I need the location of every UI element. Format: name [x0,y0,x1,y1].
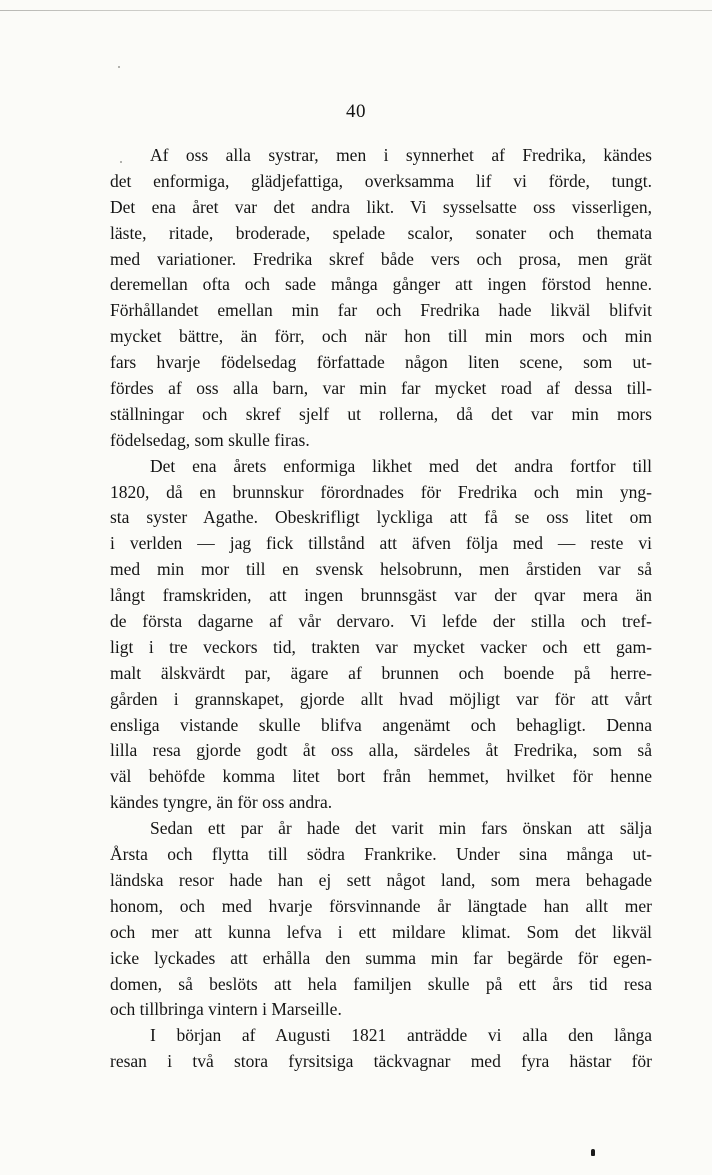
text-line: malt älskvärdt par, ägare af brunnen och boende på herre- [110,662,652,683]
ink-blot [591,1149,595,1156]
text-line: resan i två stora fyrsitsiga täckvagnar med fyra hästar för [110,1051,652,1072]
text-line: domen, så beslöts att hela familjen skulle på ett års tid resa [110,973,652,994]
text-line: mycket bättre, än förr, och när hon till min mors och min [110,326,652,347]
text-line: långt framskriden, att ingen brunnsgäst var der qvar mera än [110,585,652,606]
text-line: kändes tyngre, än för oss andra. [110,792,333,813]
text-line: läste, ritade, broderade, spelade scalor, sonater och themata [110,222,652,243]
text-line: i verlden — jag fick tillstånd att äfven följa med — reste vi [110,533,652,554]
text-line: och tillbringa vintern i Marseille. [110,999,342,1020]
page-number: 40 [346,101,366,122]
scan-edge-rule [0,10,712,11]
text-line: ligt i tre veckors tid, trakten var mycket vacker och ett gam- [110,636,652,657]
text-line: födelsedag, som skulle firas. [110,429,310,450]
text-line: honom, och med hvarje försvinnande år längtade han allt mer [110,895,652,916]
text-line: gården i grannskapet, gjorde allt hvad möjligt var för att vårt [110,688,652,709]
text-line: Årsta och flytta till södra Frankrike. Under sina många ut- [110,844,652,865]
text-line: fars hvarje födelsedag författade någon liten scene, som ut- [110,352,652,373]
scan-speck [118,66,120,68]
text-line: deremellan ofta och sade många gånger att ingen förstod henne. [110,274,652,295]
text-line: ensliga vistande skulle blifva angenämt och behagligt. Denna [110,714,652,735]
text-line: sta syster Agathe. Obeskrifligt lyckliga att få se oss litet om [110,507,652,528]
text-line: och mer att kunna lefva i ett mildare klimat. Som det likväl [110,921,652,942]
text-line: med min mor till en svensk helsobrunn, men årstiden var så [110,559,652,580]
text-line: ställningar och skref sjelf ut rollerna, då det var min mors [110,403,652,424]
text-line: med variationer. Fredrika skref både vers och prosa, men grät [110,248,652,269]
body-text [110,143,652,1075]
text-line: fördes af oss alla barn, var min far mycket road af dessa till- [110,378,652,399]
text-line: ländska resor hade han ej sett något land, som mera behagade [110,869,652,890]
scan-speck [120,161,122,163]
text-line: de första dagarne af vår dervaro. Vi lefde der stilla och tref- [110,611,652,632]
text-line: Det ena året var det andra likt. Vi sysselsatte oss visserligen, [110,196,652,217]
text-line: väl behöfde komma litet bort från hemmet, hvilket för henne [110,766,652,787]
text-line: det enformiga, glädjefattiga, overksamma lif vi förde, tungt. [110,170,652,191]
text-line: Det ena årets enformiga likhet med det andra fortfor till [150,455,652,476]
text-line: lilla resa gjorde godt åt oss alla, särdeles åt Fredrika, som så [110,740,652,761]
text-line: Af oss alla systrar, men i synnerhet af Fredrika, kändes [150,145,652,165]
text-line: icke lyckades att erhålla den summa min far begärde för egen- [110,947,652,968]
text-line: Sedan ett par år hade det varit min fars önskan att sälja [150,818,652,839]
text-line: 1820, då en brunnskur förordnades för Fredrika och min yng- [110,481,652,502]
text-line: Förhållandet emellan min far och Fredrika hade likväl blifvit [110,300,652,321]
text-line: I början af Augusti 1821 anträdde vi alla den långa [150,1025,652,1046]
